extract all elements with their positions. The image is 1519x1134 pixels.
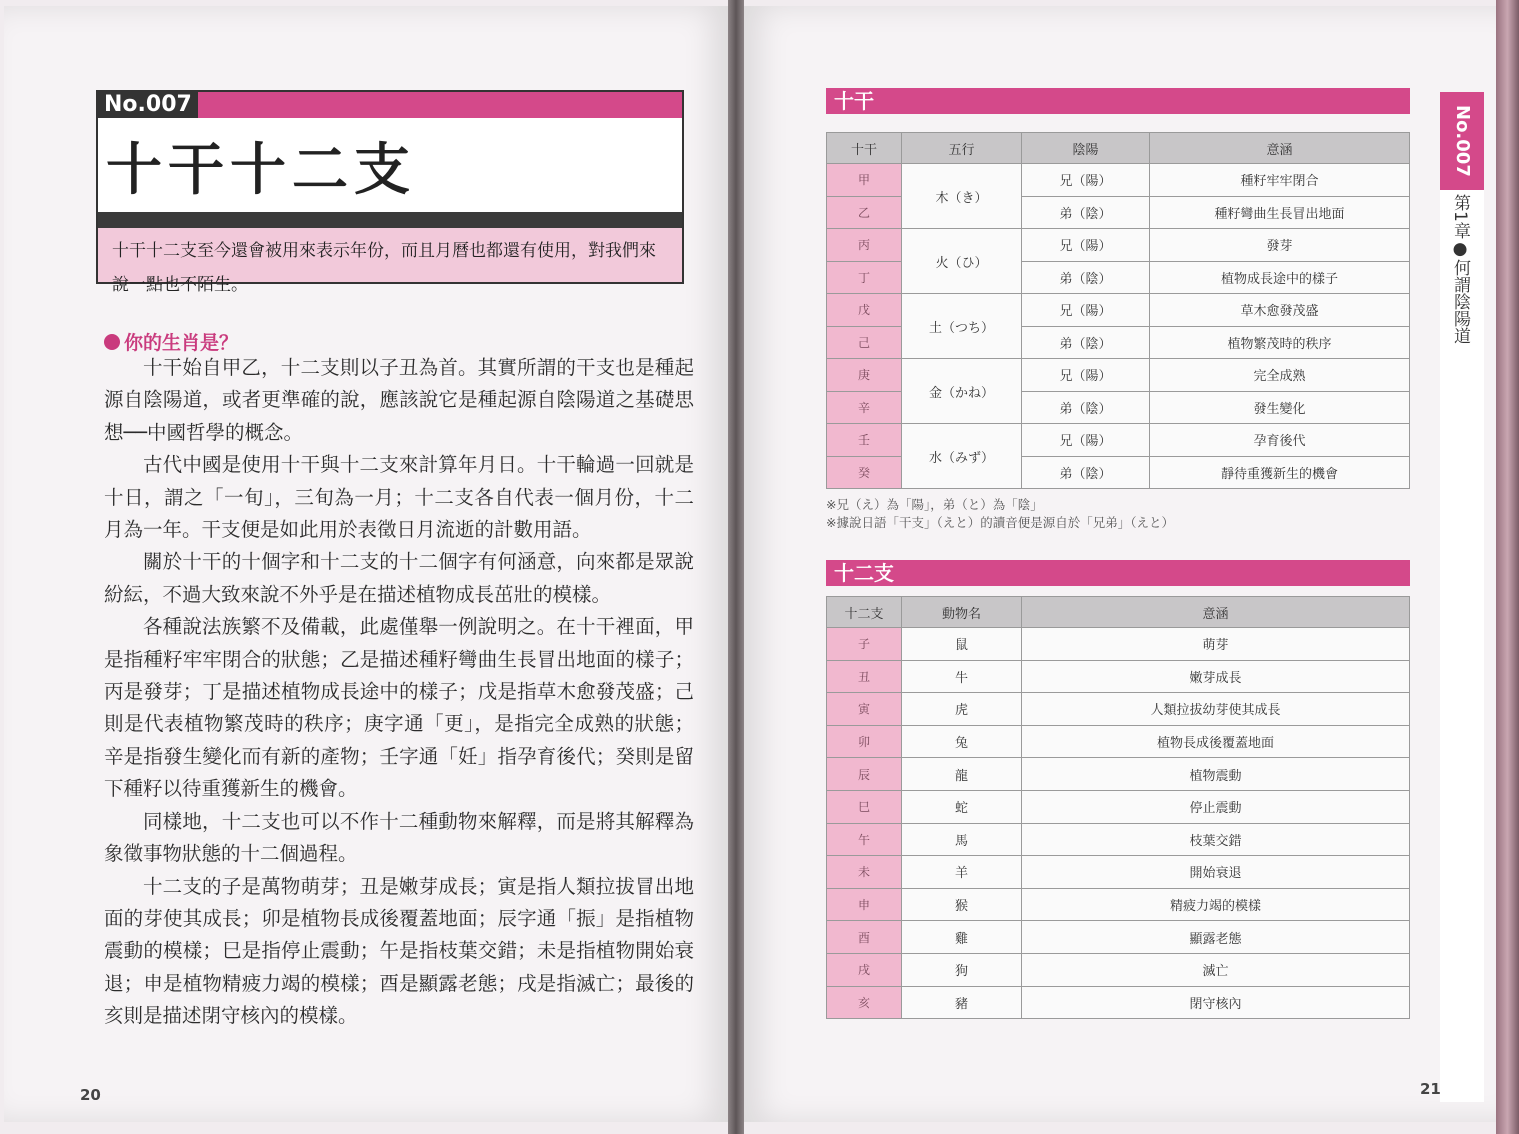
table-header: 陰陽 (1022, 133, 1150, 164)
table-header: 十二支 (827, 597, 902, 628)
table-row (827, 758, 1410, 791)
meaning-cell: 嫩芽成長 (1022, 660, 1410, 693)
bullet-icon (104, 334, 120, 350)
animal-cell: 雞 (902, 921, 1022, 954)
meaning-cell: 孕育後代 (1150, 424, 1410, 457)
intro-text: 十干十二支至今還會被用來表示年份，而且月曆也都還有使用，對我們來說一點也不陌生。 (98, 228, 682, 282)
yinyang-cell: 弟（陰） (1022, 391, 1150, 424)
meaning-cell: 發芽 (1150, 229, 1410, 262)
junishi-table (826, 596, 1410, 1019)
meaning-cell: 滅亡 (1022, 953, 1410, 986)
meaning-cell: 草木愈發茂盛 (1150, 294, 1410, 327)
meaning-cell: 停止震動 (1022, 790, 1410, 823)
branch-cell: 卯 (827, 725, 902, 758)
stem-cell: 庚 (827, 359, 902, 392)
element-cell: 金（かね） (902, 359, 1022, 424)
side-entry-number: No.007 (1440, 92, 1484, 190)
paragraph: 關於十干的十個字和十二支的十二個字有何涵意，向來都是眾說紛紜，不過大致來說不外乎是在描述植物成長茁壯的模樣。 (104, 550, 694, 606)
stem-cell: 癸 (827, 456, 902, 489)
table-header: 意涵 (1022, 597, 1410, 628)
meaning-cell: 萌芽 (1022, 628, 1410, 661)
branch-cell: 辰 (827, 758, 902, 791)
table-notes (826, 496, 1174, 532)
table-row (827, 164, 1410, 197)
table-row (827, 628, 1410, 661)
meaning-cell: 植物成長途中的樣子 (1150, 261, 1410, 294)
paragraph: 十二支的子是萬物萌芽；丑是嫩芽成長；寅是指人類拉拔冒出地面的芽使其成長；卯是植物長成後覆蓋地面；辰字通「振」是指植物震動的模樣；巳是指停止震動；午是指枝葉交錯；未是指植物開始衰退；申是植物精疲力竭的模樣；酉是顯露老態；戌是指滅亡；最後的亥則是描述閉守核內的模樣。 (104, 874, 694, 1028)
junishi-header-bar (826, 560, 1410, 586)
yinyang-cell: 弟（陰） (1022, 196, 1150, 229)
tenkan-bar-label: 十干 (834, 89, 874, 113)
yinyang-cell: 兄（陽） (1022, 229, 1150, 262)
book-gutter (728, 0, 744, 1134)
branch-cell: 丑 (827, 660, 902, 693)
yinyang-cell: 弟（陰） (1022, 456, 1150, 489)
animal-cell: 羊 (902, 856, 1022, 889)
table-row (827, 790, 1410, 823)
animal-cell: 兔 (902, 725, 1022, 758)
section-heading (104, 328, 238, 355)
branch-cell: 申 (827, 888, 902, 921)
table-row (827, 660, 1410, 693)
stem-cell: 己 (827, 326, 902, 359)
chapter-title: 第1章●何謂陰陽道 (1450, 194, 1470, 344)
side-tab (1440, 92, 1484, 1102)
stem-cell: 戊 (827, 294, 902, 327)
table-row (827, 229, 1410, 262)
table-header: 動物名 (902, 597, 1022, 628)
yinyang-cell: 弟（陰） (1022, 261, 1150, 294)
paragraph: 古代中國是使用十干與十二支來計算年月日。十干輪過一回就是十日，謂之「一旬」，三旬為一月；十二支各自代表一個月份，十二月為一年。干支便是如此用於表徵日月流逝的計數用語。 (104, 453, 694, 542)
stem-cell: 甲 (827, 164, 902, 197)
branch-cell: 巳 (827, 790, 902, 823)
book-edge (1496, 0, 1519, 1134)
paragraph: 十干始自甲乙，十二支則以子丑為首。其實所謂的干支也是種起源自陰陽道，或者更準確的說，應該說它是種起源自陰陽道之基礎思想──中國哲學的概念。 (104, 356, 694, 444)
title-stripe (198, 92, 682, 118)
title-box (96, 90, 684, 295)
entry-number: No.007 (98, 92, 198, 118)
table-header: 十干 (827, 133, 902, 164)
table-row (827, 294, 1410, 327)
paragraph: 同樣地，十二支也可以不作十二種動物來解釋，而是將其解釋為象徵事物狀態的十二個過程。 (104, 809, 694, 866)
branch-cell: 寅 (827, 693, 902, 726)
note-line: ※兄（え）為「陽」，弟（と）為「陰」 (826, 497, 1043, 512)
table-row (827, 888, 1410, 921)
branch-cell: 戌 (827, 953, 902, 986)
title-divider (98, 212, 682, 228)
branch-cell: 子 (827, 628, 902, 661)
meaning-cell: 顯露老態 (1022, 921, 1410, 954)
meaning-cell: 植物長成後覆蓋地面 (1022, 725, 1410, 758)
animal-cell: 虎 (902, 693, 1022, 726)
table-row (827, 986, 1410, 1019)
stem-cell: 辛 (827, 391, 902, 424)
branch-cell: 未 (827, 856, 902, 889)
branch-cell: 亥 (827, 986, 902, 1019)
yinyang-cell: 兄（陽） (1022, 164, 1150, 197)
element-cell: 水（みず） (902, 424, 1022, 489)
page-number-right: 21 (1420, 1080, 1441, 1098)
animal-cell: 蛇 (902, 790, 1022, 823)
stem-cell: 丁 (827, 261, 902, 294)
branch-cell: 午 (827, 823, 902, 856)
table-header: 五行 (902, 133, 1022, 164)
animal-cell: 龍 (902, 758, 1022, 791)
page-number-left: 20 (80, 1086, 101, 1104)
element-cell: 木（き） (902, 164, 1022, 229)
animal-cell: 牛 (902, 660, 1022, 693)
animal-cell: 狗 (902, 953, 1022, 986)
page-title: 十干十二支 (106, 138, 416, 203)
paragraph: 各種說法族繁不及備載，此處僅舉一例說明之。在十干裡面，甲是指種籽牢牢閉合的狀態；乙是描述種籽彎曲生長冒出地面的樣子；丙是發芽；丁是描述植物成長途中的樣子；戊是指草木愈發茂盛；己則是代表植物繁茂時的秩序；庚字通「更」，是指完全成熟的狀態；辛是指發生變化而有新的產物；壬字通「妊」指孕育後代；癸則是留下種籽以待重獲新生的機會。 (104, 615, 694, 801)
meaning-cell: 人類拉拔幼芽使其成長 (1022, 693, 1410, 726)
meaning-cell: 枝葉交錯 (1022, 823, 1410, 856)
meaning-cell: 發生變化 (1150, 391, 1410, 424)
meaning-cell: 閉守核內 (1022, 986, 1410, 1019)
yinyang-cell: 兄（陽） (1022, 294, 1150, 327)
element-cell: 火（ひ） (902, 229, 1022, 294)
table-row (827, 856, 1410, 889)
animal-cell: 豬 (902, 986, 1022, 1019)
meaning-cell: 靜待重獲新生的機會 (1150, 456, 1410, 489)
animal-cell: 猴 (902, 888, 1022, 921)
table-header: 意涵 (1150, 133, 1410, 164)
stem-cell: 壬 (827, 424, 902, 457)
table-row (827, 953, 1410, 986)
meaning-cell: 精疲力竭的模樣 (1022, 888, 1410, 921)
tenkan-header-bar (826, 88, 1410, 114)
table-row (827, 424, 1410, 457)
animal-cell: 馬 (902, 823, 1022, 856)
note-line: ※據說日語「干支」（えと）的讀音便是源自於「兄弟」（えと） (826, 515, 1174, 530)
element-cell: 土（つち） (902, 294, 1022, 359)
body-text (104, 352, 694, 1033)
branch-cell: 酉 (827, 921, 902, 954)
table-row (827, 693, 1410, 726)
yinyang-cell: 兄（陽） (1022, 359, 1150, 392)
animal-cell: 鼠 (902, 628, 1022, 661)
table-row (827, 823, 1410, 856)
meaning-cell: 完全成熟 (1150, 359, 1410, 392)
stem-cell: 乙 (827, 196, 902, 229)
meaning-cell: 種籽彎曲生長冒出地面 (1150, 196, 1410, 229)
yinyang-cell: 弟（陰） (1022, 326, 1150, 359)
section-heading-text: 你的生肖是？ (124, 332, 239, 354)
table-row (827, 725, 1410, 758)
tenkan-table (826, 132, 1410, 489)
meaning-cell: 開始衰退 (1022, 856, 1410, 889)
table-row (827, 359, 1410, 392)
yinyang-cell: 兄（陽） (1022, 424, 1150, 457)
meaning-cell: 植物震動 (1022, 758, 1410, 791)
junishi-bar-label: 十二支 (834, 561, 894, 585)
stem-cell: 丙 (827, 229, 902, 262)
meaning-cell: 植物繁茂時的秩序 (1150, 326, 1410, 359)
table-row (827, 921, 1410, 954)
meaning-cell: 種籽牢牢閉合 (1150, 164, 1410, 197)
